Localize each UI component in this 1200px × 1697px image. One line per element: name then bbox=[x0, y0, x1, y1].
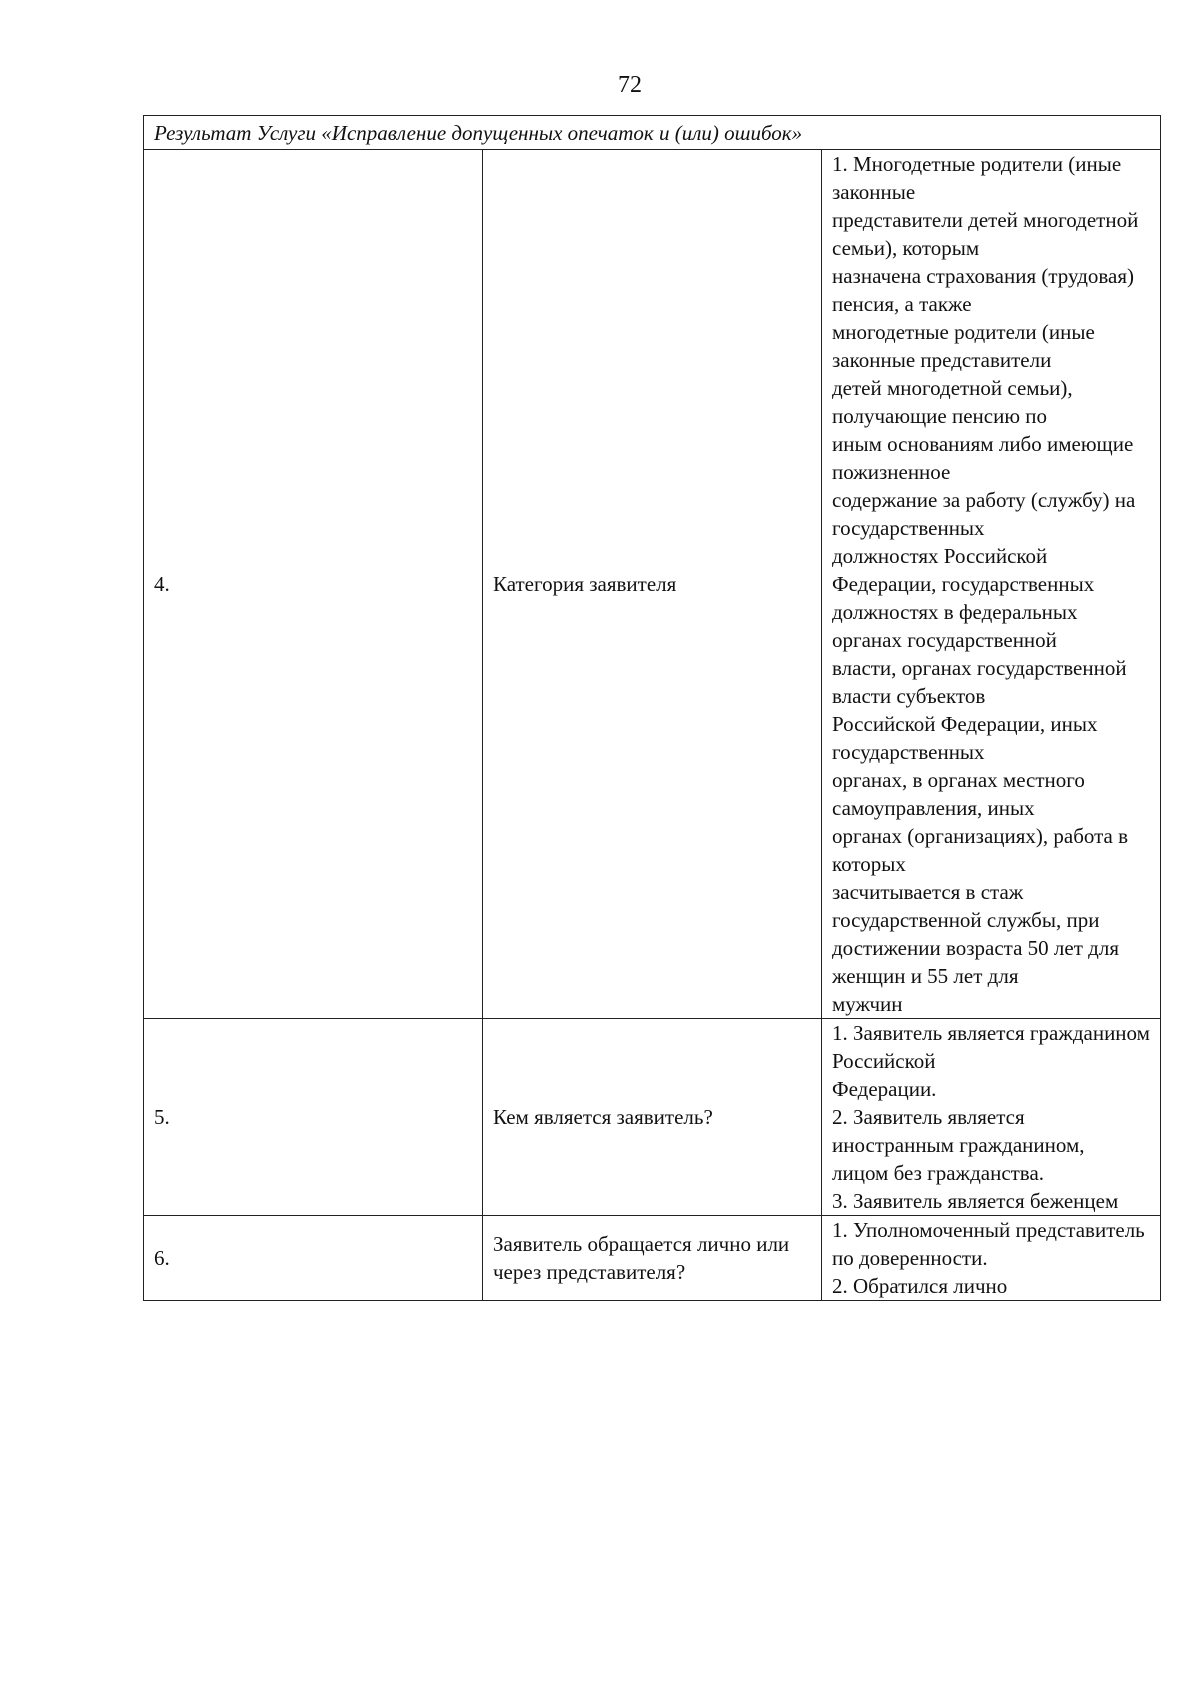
answer-line: иным основаниям либо имеющие пожизненное bbox=[832, 432, 1134, 484]
answer-line: засчитывается в стаж государственной службы, при bbox=[832, 880, 1100, 932]
table-header-row bbox=[144, 116, 1161, 150]
answer-line: должностях в федеральных органах государственной bbox=[832, 600, 1078, 652]
answer-line: содержание за работу (службу) на государственных bbox=[832, 488, 1136, 540]
answer-line: многодетные родители (иные законные представители bbox=[832, 320, 1095, 372]
row-number: 5. bbox=[144, 1019, 483, 1216]
row-number: 6. bbox=[144, 1216, 483, 1301]
row-question: Категория заявителя bbox=[483, 150, 822, 1019]
answer-line: достижении возраста 50 лет для женщин и 55 лет для bbox=[832, 936, 1119, 988]
answer-line: назначена страхования (трудовая) пенсия, а также bbox=[832, 264, 1135, 316]
table-row bbox=[144, 1019, 1161, 1216]
answer-line: Федерации. bbox=[832, 1077, 937, 1101]
answer-line: 1. Заявитель является гражданином Российской bbox=[832, 1021, 1150, 1073]
answer-line: власти, органах государственной власти субъектов bbox=[832, 656, 1127, 708]
answer-line: 1. Уполномоченный представитель по доверенности. bbox=[832, 1218, 1145, 1270]
service-result-table bbox=[143, 115, 1161, 1301]
row-question: Заявитель обращается лично или через представителя? bbox=[483, 1216, 822, 1301]
answer-line: органах, в органах местного самоуправления, иных bbox=[832, 768, 1085, 820]
row-question: Кем является заявитель? bbox=[483, 1019, 822, 1216]
answer-line: представители детей многодетной семьи), которым bbox=[832, 208, 1139, 260]
answer-line: мужчин bbox=[832, 992, 903, 1016]
answer-line: Российской Федерации, иных государственных bbox=[832, 712, 1098, 764]
table-row bbox=[144, 150, 1161, 1019]
answer-line: должностях Российской Федерации, государственных bbox=[832, 544, 1095, 596]
row-number: 4. bbox=[144, 150, 483, 1019]
answer-line: органах (организациях), работа в которых bbox=[832, 824, 1129, 876]
answer-line: 3. Заявитель является беженцем bbox=[832, 1189, 1119, 1213]
answer-line: 2. Обратился лично bbox=[832, 1274, 1008, 1298]
answer-line: 1. Многодетные родители (иные законные bbox=[832, 152, 1122, 204]
row-answer bbox=[822, 150, 1161, 1019]
table-row bbox=[144, 1216, 1161, 1301]
row-answer bbox=[822, 1216, 1161, 1301]
answer-line: детей многодетной семьи), получающие пенсию по bbox=[832, 376, 1073, 428]
table-header: Результат Услуги «Исправление допущенных опечаток и (или) ошибок» bbox=[144, 116, 1161, 150]
answer-line: лицом без гражданства. bbox=[832, 1161, 1045, 1185]
answer-line: 2. Заявитель является иностранным гражданином, bbox=[832, 1105, 1085, 1157]
row-answer bbox=[822, 1019, 1161, 1216]
page-number: 72 bbox=[618, 72, 642, 98]
